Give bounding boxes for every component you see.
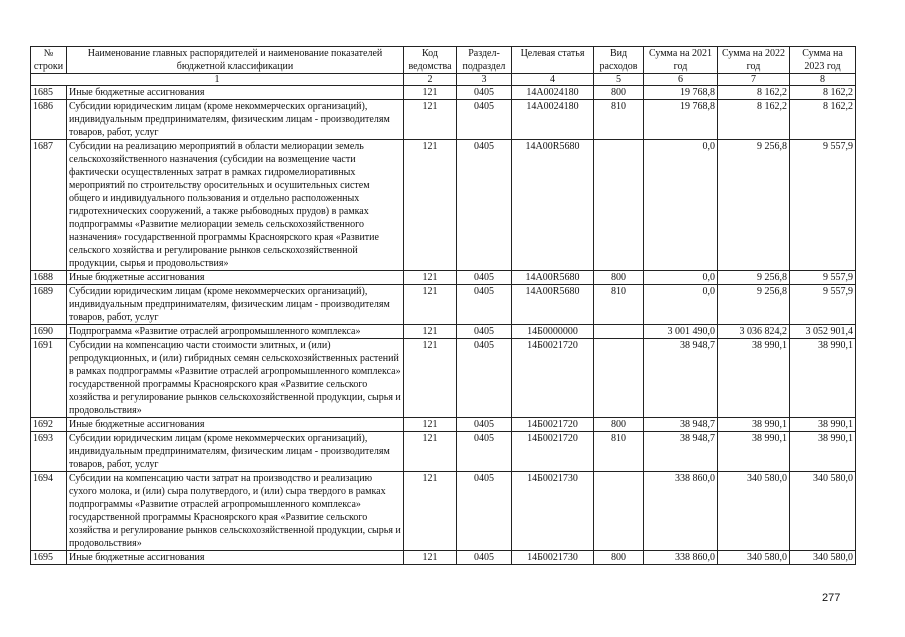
row-number: 1694 bbox=[31, 472, 67, 551]
row-expense-type bbox=[594, 472, 644, 551]
row-number: 1685 bbox=[31, 86, 67, 100]
row-department-code: 121 bbox=[404, 551, 457, 565]
header-sum-2023: Сумма на 2023 год bbox=[790, 47, 856, 74]
row-target-item: 14Б0021730 bbox=[512, 551, 594, 565]
row-sum-2023: 8 162,2 bbox=[790, 100, 856, 140]
row-section: 0405 bbox=[457, 325, 512, 339]
row-name: Иные бюджетные ассигнования bbox=[67, 418, 404, 432]
row-name: Субсидии юридическим лицам (кроме некоммерческих организаций), индивидуальным предпринимателям, физическим лицам - производителям товаров, работ, услуг bbox=[67, 285, 404, 325]
row-department-code: 121 bbox=[404, 86, 457, 100]
table-row bbox=[31, 339, 856, 418]
row-sum-2022: 8 162,2 bbox=[718, 86, 790, 100]
table-row bbox=[31, 100, 856, 140]
row-expense-type: 800 bbox=[594, 418, 644, 432]
row-name: Субсидии на компенсацию части затрат на производство и реализацию сухого молока, и (или) сыра полутвердого, и (или) сыра твердого в рамках подпрограммы «Развитие отраслей агропромышленного комплекса» государственной программы Красноярского края «Развитие сельского хозяйства и регулирование рынков сельскохозяйственной продукции, сырья и продовольствия» bbox=[67, 472, 404, 551]
column-number: 4 bbox=[512, 74, 594, 86]
table-row bbox=[31, 285, 856, 325]
row-section: 0405 bbox=[457, 86, 512, 100]
row-name: Иные бюджетные ассигнования bbox=[67, 271, 404, 285]
row-section: 0405 bbox=[457, 285, 512, 325]
row-section: 0405 bbox=[457, 418, 512, 432]
row-sum-2022: 38 990,1 bbox=[718, 432, 790, 472]
table-row bbox=[31, 140, 856, 271]
row-target-item: 14А00R5680 bbox=[512, 285, 594, 325]
row-name: Иные бюджетные ассигнования bbox=[67, 551, 404, 565]
row-sum-2021: 3 001 490,0 bbox=[644, 325, 718, 339]
row-sum-2022: 38 990,1 bbox=[718, 339, 790, 418]
row-sum-2021: 0,0 bbox=[644, 285, 718, 325]
header-department-code: Код ведомства bbox=[404, 47, 457, 74]
row-sum-2023: 340 580,0 bbox=[790, 472, 856, 551]
row-number: 1689 bbox=[31, 285, 67, 325]
row-sum-2022: 3 036 824,2 bbox=[718, 325, 790, 339]
column-number: 2 bbox=[404, 74, 457, 86]
row-sum-2021: 338 860,0 bbox=[644, 551, 718, 565]
row-expense-type: 810 bbox=[594, 285, 644, 325]
header-target-item: Целевая статья bbox=[512, 47, 594, 74]
row-name: Иные бюджетные ассигнования bbox=[67, 86, 404, 100]
row-section: 0405 bbox=[457, 271, 512, 285]
row-section: 0405 bbox=[457, 140, 512, 271]
row-sum-2023: 9 557,9 bbox=[790, 271, 856, 285]
row-sum-2022: 8 162,2 bbox=[718, 100, 790, 140]
header-sum-2022: Сумма на 2022 год bbox=[718, 47, 790, 74]
row-sum-2022: 340 580,0 bbox=[718, 472, 790, 551]
row-target-item: 14Б0000000 bbox=[512, 325, 594, 339]
header-sum-2021: Сумма на 2021 год bbox=[644, 47, 718, 74]
row-number: 1692 bbox=[31, 418, 67, 432]
table-row bbox=[31, 472, 856, 551]
row-number: 1691 bbox=[31, 339, 67, 418]
table-row bbox=[31, 325, 856, 339]
header-row-number: № строки bbox=[31, 47, 67, 74]
row-number: 1688 bbox=[31, 271, 67, 285]
row-department-code: 121 bbox=[404, 325, 457, 339]
row-sum-2021: 38 948,7 bbox=[644, 432, 718, 472]
column-number: 6 bbox=[644, 74, 718, 86]
row-expense-type bbox=[594, 325, 644, 339]
row-target-item: 14Б0021720 bbox=[512, 432, 594, 472]
column-number: 1 bbox=[31, 74, 404, 86]
row-section: 0405 bbox=[457, 551, 512, 565]
row-sum-2023: 9 557,9 bbox=[790, 285, 856, 325]
row-name: Субсидии юридическим лицам (кроме некоммерческих организаций), индивидуальным предпринимателям, физическим лицам - производителям товаров, работ, услуг bbox=[67, 100, 404, 140]
row-department-code: 121 bbox=[404, 140, 457, 271]
table-row bbox=[31, 432, 856, 472]
row-sum-2022: 9 256,8 bbox=[718, 271, 790, 285]
row-department-code: 121 bbox=[404, 285, 457, 325]
row-target-item: 14Б0021730 bbox=[512, 472, 594, 551]
column-number: 3 bbox=[457, 74, 512, 86]
row-section: 0405 bbox=[457, 472, 512, 551]
row-sum-2023: 38 990,1 bbox=[790, 418, 856, 432]
row-name: Субсидии юридическим лицам (кроме некоммерческих организаций), индивидуальным предпринимателям, физическим лицам - производителям товаров, работ, услуг bbox=[67, 432, 404, 472]
row-department-code: 121 bbox=[404, 339, 457, 418]
row-sum-2021: 38 948,7 bbox=[644, 339, 718, 418]
row-sum-2022: 9 256,8 bbox=[718, 140, 790, 271]
row-sum-2022: 9 256,8 bbox=[718, 285, 790, 325]
row-expense-type: 800 bbox=[594, 86, 644, 100]
table-row bbox=[31, 418, 856, 432]
row-department-code: 121 bbox=[404, 432, 457, 472]
row-sum-2021: 19 768,8 bbox=[644, 100, 718, 140]
header-name: Наименование главных распорядителей и наименование показателей бюджетной классификации bbox=[67, 47, 404, 74]
row-section: 0405 bbox=[457, 339, 512, 418]
row-department-code: 121 bbox=[404, 418, 457, 432]
table-body bbox=[31, 86, 856, 565]
row-department-code: 121 bbox=[404, 100, 457, 140]
row-number: 1693 bbox=[31, 432, 67, 472]
column-numbers-row bbox=[31, 74, 856, 86]
row-sum-2023: 38 990,1 bbox=[790, 339, 856, 418]
column-number: 8 bbox=[790, 74, 856, 86]
table-row bbox=[31, 551, 856, 565]
row-expense-type: 810 bbox=[594, 432, 644, 472]
row-target-item: 14А00R5680 bbox=[512, 271, 594, 285]
row-sum-2023: 8 162,2 bbox=[790, 86, 856, 100]
row-number: 1687 bbox=[31, 140, 67, 271]
row-name: Подпрограмма «Развитие отраслей агропромышленного комплекса» bbox=[67, 325, 404, 339]
row-sum-2023: 9 557,9 bbox=[790, 140, 856, 271]
table-row bbox=[31, 271, 856, 285]
row-department-code: 121 bbox=[404, 271, 457, 285]
row-expense-type bbox=[594, 140, 644, 271]
row-name: Субсидии на реализацию мероприятий в области мелиорации земель сельскохозяйственного назначения (субсидии на возмещение части фактически осуществленных затрат в рамках гидромелиоративных мероприятий по строительству оросительных и осушительных систем общего и индивидуального пользования и отдельно расположенных гидротехнических сооружений, а также рыбоводных прудов) в рамках подпрограммы «Развитие мелиорации земель сельскохозяйственного назначения» государственной программы Красноярского края «Развитие сельского хозяйства и регулирование рынков сельскохозяйственной продукции, сырья и продовольствия» bbox=[67, 140, 404, 271]
row-number: 1695 bbox=[31, 551, 67, 565]
row-expense-type: 800 bbox=[594, 271, 644, 285]
row-number: 1690 bbox=[31, 325, 67, 339]
page-number: 277 bbox=[822, 592, 841, 604]
row-expense-type: 810 bbox=[594, 100, 644, 140]
row-sum-2022: 38 990,1 bbox=[718, 418, 790, 432]
row-sum-2021: 338 860,0 bbox=[644, 472, 718, 551]
row-sum-2021: 0,0 bbox=[644, 271, 718, 285]
budget-table bbox=[30, 46, 856, 565]
budget-sheet bbox=[30, 46, 855, 565]
row-section: 0405 bbox=[457, 432, 512, 472]
row-target-item: 14Б0021720 bbox=[512, 418, 594, 432]
row-expense-type: 800 bbox=[594, 551, 644, 565]
row-sum-2021: 0,0 bbox=[644, 140, 718, 271]
row-sum-2022: 340 580,0 bbox=[718, 551, 790, 565]
row-target-item: 14А00R5680 bbox=[512, 140, 594, 271]
row-section: 0405 bbox=[457, 100, 512, 140]
row-sum-2021: 19 768,8 bbox=[644, 86, 718, 100]
table-row bbox=[31, 86, 856, 100]
row-sum-2021: 38 948,7 bbox=[644, 418, 718, 432]
column-number: 7 bbox=[718, 74, 790, 86]
header-section: Раздел-подраздел bbox=[457, 47, 512, 74]
row-department-code: 121 bbox=[404, 472, 457, 551]
row-target-item: 14А0024180 bbox=[512, 86, 594, 100]
header-expense-type: Вид расходов bbox=[594, 47, 644, 74]
row-sum-2023: 38 990,1 bbox=[790, 432, 856, 472]
row-name: Субсидии на компенсацию части стоимости элитных, и (или) репродукционных, и (или) гибридных семян сельскохозяйственных растений в рамках подпрограммы «Развитие отраслей агропромышленного комплекса» государственной программы Красноярского края «Развитие сельского хозяйства и регулирование рынков сельскохозяйственной продукции, сырья и продовольствия» bbox=[67, 339, 404, 418]
row-number: 1686 bbox=[31, 100, 67, 140]
column-number: 5 bbox=[594, 74, 644, 86]
row-target-item: 14Б0021720 bbox=[512, 339, 594, 418]
row-sum-2023: 340 580,0 bbox=[790, 551, 856, 565]
row-expense-type bbox=[594, 339, 644, 418]
row-sum-2023: 3 052 901,4 bbox=[790, 325, 856, 339]
row-target-item: 14А0024180 bbox=[512, 100, 594, 140]
